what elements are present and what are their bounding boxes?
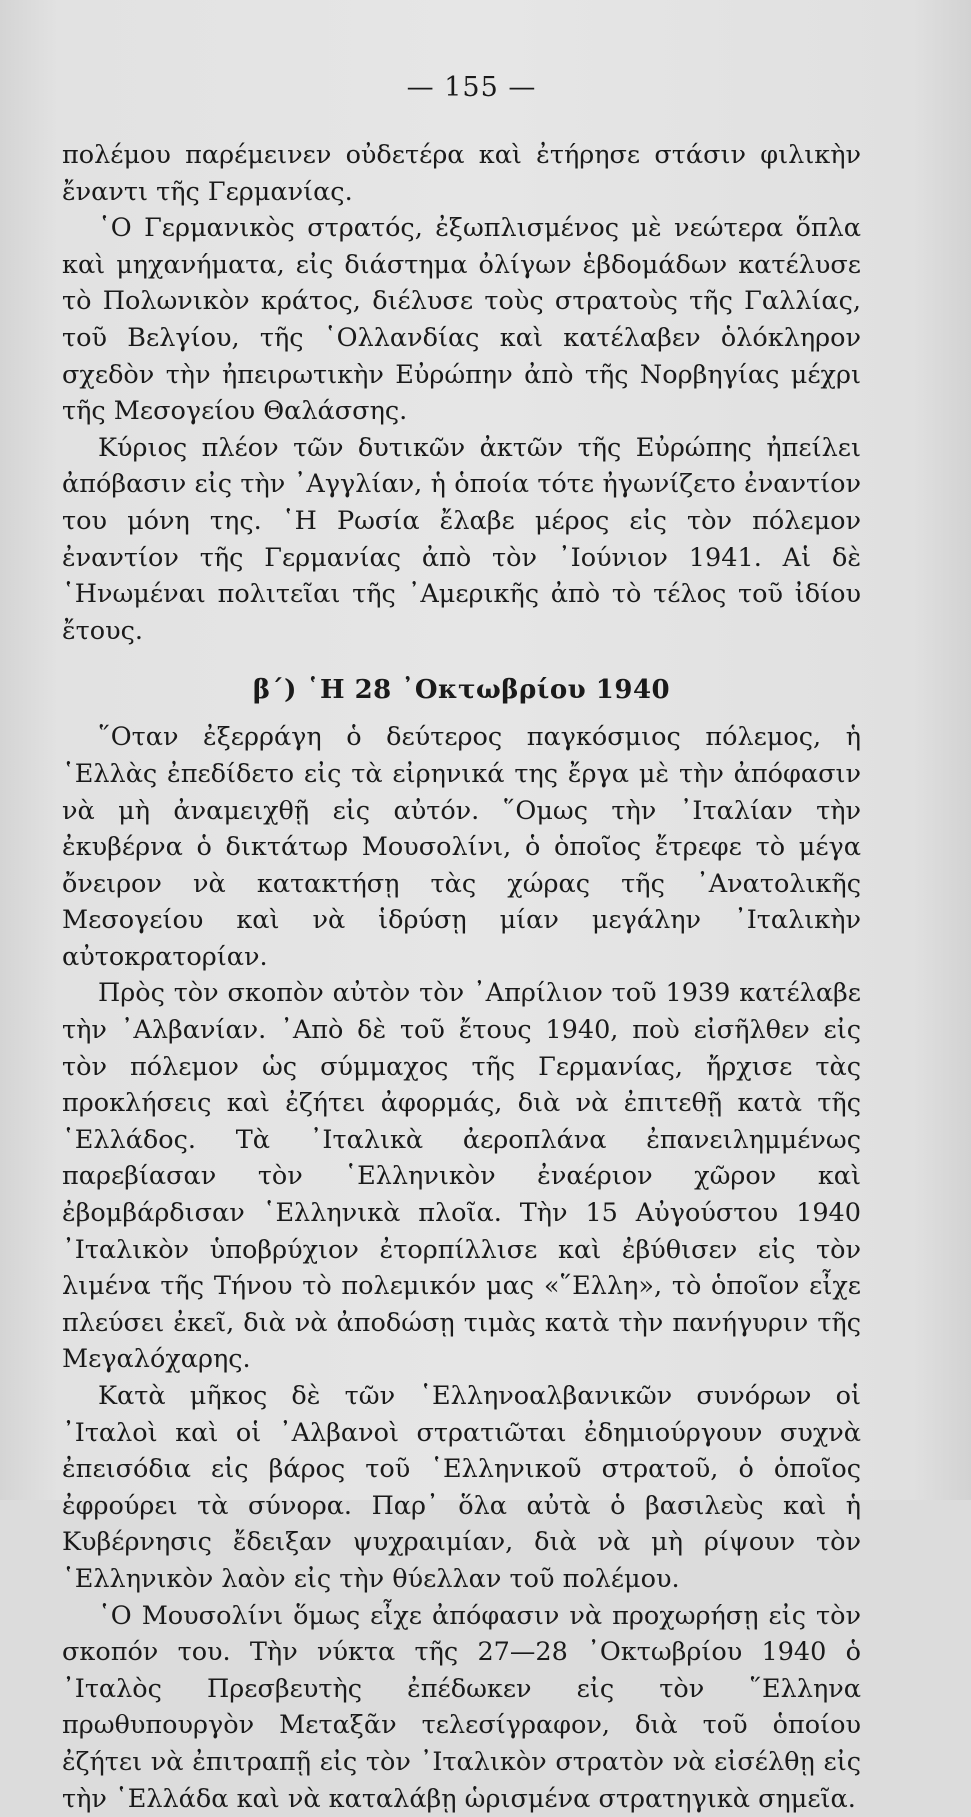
section-heading: β΄) ῾Η 28 ᾿Οκτωβρίου 1940	[252, 675, 671, 706]
paragraph: ῾Ο Γερμανικὸς στρατός, ἐξωπλισμένος μὲ νεώτερα ὅπλα καὶ μηχανήματα, εἰς διάστημα ὀλίγων ἑβδομάδων κατέλυσε τὸ Πολωνικὸν κράτος, διέλυσε τοὺς στρατοὺς τῆς Γαλλίας, τοῦ Βελγίου, τῆς ῾Ολλανδίας καὶ κατέλαβεν ὁλόκληρον σχεδὸν τὴν ἠπειρωτικὴν Εὐρώπην ἀπὸ τῆς Νορβηγίας μέχρι τῆς Μεσογείου Θαλάσσης.	[62, 213, 861, 427]
paragraph: ῞Οταν ἐξερράγη ὁ δεύτερος παγκόσμιος πόλεμος, ἡ ῾Ελλὰς ἐπεδίδετο εἰς τὰ εἰρηνικά της ἔργα μὲ τὴν ἀπόφασιν νὰ μὴ ἀναμειχθῇ εἰς αὐτόν. ῞Ομως τὴν ᾿Ιταλίαν τὴν ἐκυβέρνα ὁ δικτάτωρ Μουσολίνι, ὁ ὁποῖος ἔτρεφε τὸ μέγα ὄνειρον νὰ κατακτήσῃ τὰς χώρας τῆς ᾿Ανατολικῆς Μεσογείου καὶ νὰ ἱδρύσῃ μίαν μεγάλην ᾿Ιταλικὴν αὐτοκρατορίαν.	[62, 722, 861, 972]
paragraph: ῾Ο Μουσολίνι ὅμως εἶχε ἀπόφασιν νὰ προχωρήσῃ εἰς τὸν σκοπόν του. Τὴν νύκτα τῆς 27—28 ᾿Οκτωβρίου 1940 ὁ ᾿Ιταλὸς Πρεσβευτὴς ἐπέδωκεν εἰς τὸν ῞Ελληνα πρωθυπουργὸν Μεταξᾶν τελεσίγραφον, διὰ τοῦ ὁποίου ἐζήτει νὰ ἐπιτραπῇ εἰς τὸν ᾿Ιταλικὸν στρατὸν νὰ εἰσέλθῃ εἰς τὴν ῾Ελλάδα καὶ νὰ καταλάβῃ ὡρισμένα στρατηγικὰ σημεῖα.	[62, 1600, 861, 1814]
paragraph: πολέμου παρέμεινεν οὐδετέρα καὶ ἐτήρησε στάσιν φιλικὴν ἔναντι τῆς Γερμανίας.	[62, 140, 861, 207]
paragraph: Κύριος πλέον τῶν δυτικῶν ἀκτῶν τῆς Εὐρώπης ἠπείλει ἀπόβασιν εἰς τὴν ᾿Αγγλίαν, ἡ ὁποία τότε ἠγωνίζετο ἐναντίον του μόνη της. ῾Η Ρωσία ἔλαβε μέρος εἰς τὸν πόλεμον ἐναντίον τῆς Γερμανίας ἀπὸ τὸν ᾿Ιούνιον 1941. Αἱ δὲ ῾Ηνωμέναι πολιτεῖαι τῆς ᾿Αμερικῆς ἀπὸ τὸ τέλος τοῦ ἰδίου ἔτους.	[62, 432, 861, 646]
paragraph: Πρὸς τὸν σκοπὸν αὐτὸν τὸν ᾿Απρίλιον τοῦ 1939 κατέλαβε τὴν ᾿Αλβανίαν. ᾿Απὸ δὲ τοῦ ἔτους 1940, ποὺ εἰσῆλθεν εἰς τὸν πόλεμον ὡς σύμμαχος τῆς Γερμανίας, ἤρχισε τὰς προκλήσεις καὶ ἐζήτει ἀφορμάς, διὰ νὰ ἐπιτεθῇ κατὰ τῆς ῾Ελλάδος. Τὰ ᾿Ιταλικὰ ἀεροπλάνα ἐπανειλημμένως παρεβίασαν τὸν ῾Ελληνικὸν ἐναέριον χῶρον καὶ ἐβομβάρδισαν ῾Ελληνικὰ πλοῖα. Τὴν 15 Αὐγούστου 1940 ᾿Ιταλικὸν ὑποβρύχιον ἐτορπίλλισε καὶ ἐβύθισεν εἰς τὸν λιμένα τῆς Τήνου τὸ πολεμικόν μας «῞Ελλη», τὸ ὁποῖον εἶχε πλεύσει ἐκεῖ, διὰ νὰ ἀποδώσῃ τιμὰς κατὰ τὴν πανήγυριν τῆς Μεγαλόχαρης.	[62, 978, 861, 1375]
body-text-bottom	[62, 719, 861, 1817]
paragraph: Κατὰ μῆκος δὲ τῶν ῾Ελληνοαλβανικῶν συνόρων οἱ ᾿Ιταλοὶ καὶ οἱ ᾿Αλβανοὶ στρατιῶται ἐδημιούργουν συχνὰ ἐπεισόδια εἰς βάρος τοῦ ῾Ελληνικοῦ στρατοῦ, ὁ ὁποῖος ἐφρούρει τὰ σύνορα. Παρ᾿ ὅλα αὐτὰ ὁ βασιλεὺς καὶ ἡ Κυβέρνησις ἔδειξαν ψυχραιμίαν, διὰ νὰ μὴ ρίψουν τὸν ῾Ελληνικὸν λαὸν εἰς τὴν θύελλαν τοῦ πολέμου.	[62, 1381, 861, 1594]
page-number: — 155 —	[406, 72, 537, 103]
body-text-top	[62, 137, 861, 649]
